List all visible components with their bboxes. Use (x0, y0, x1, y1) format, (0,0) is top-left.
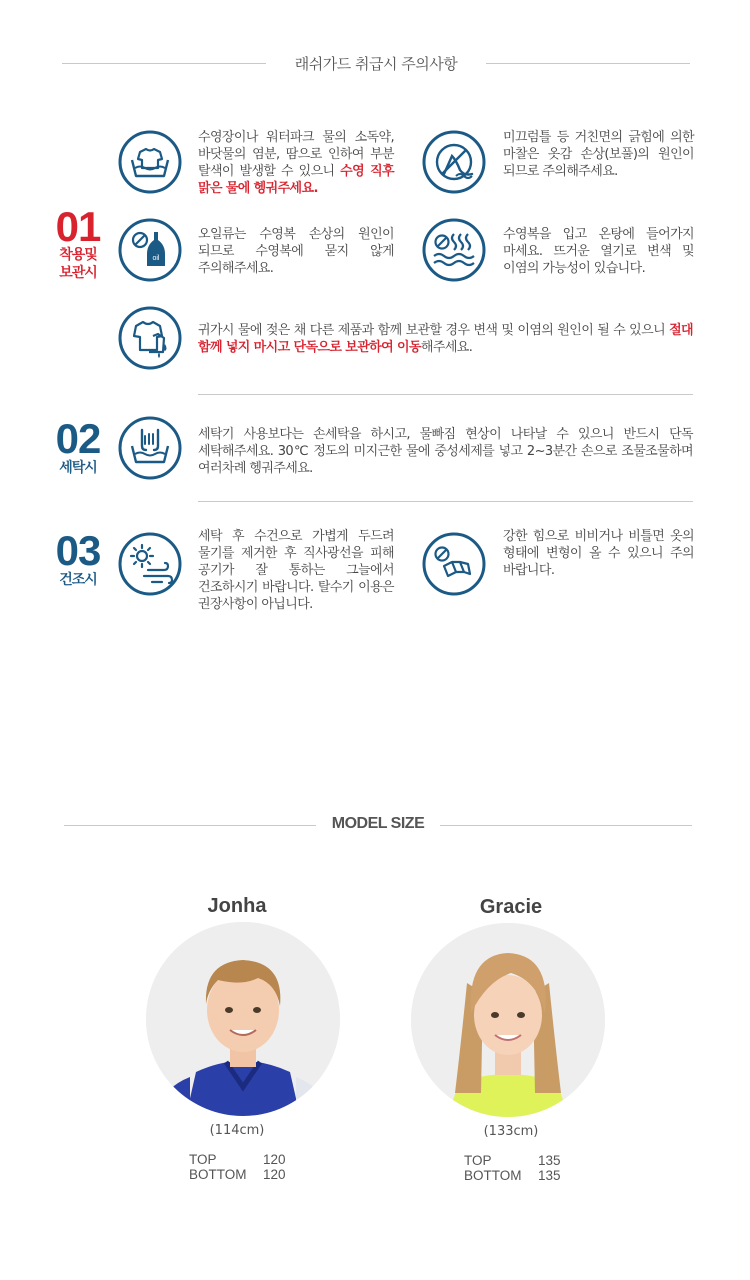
model-photo-gracie (411, 923, 605, 1117)
model-size-title: MODEL SIZE (331, 815, 425, 832)
care-text-wringing: 강한 힘으로 비비거나 비틀면 옷의 형태에 변형이 올 수 있으니 주의 바랍니다. (503, 529, 694, 578)
care-text-chlorine: 수영장이나 워터파크 물의 소독약, 바닷물의 염분, 땀으로 인하여 부분 탈색이 발생할 수 있으니 수영 직후 맑은 물에 헹궈주세요. (198, 130, 394, 196)
hand-wash-icon (118, 416, 182, 480)
section-divider-1 (198, 394, 693, 395)
no-twist-icon (422, 532, 486, 596)
care-title-rule-left (62, 63, 266, 64)
care-text-storage: 귀가시 물에 젖은 채 다른 제품과 함께 보관할 경우 변색 및 이염의 원인이 될 수 있으니 절대 함께 넣지 마시고 단독으로 보관하여 이동해주세요. (198, 323, 693, 355)
sun-wind-icon (118, 532, 182, 596)
model-photo-jonha (146, 922, 340, 1116)
model-top-row-jonha (189, 1152, 286, 1167)
section-label-01-line1: 착용및 (59, 247, 97, 263)
slide-icon (422, 130, 486, 194)
section-label-01-line2: 보관시 (59, 265, 97, 281)
top-value: 120 (263, 1152, 286, 1167)
hot-spring-icon (422, 218, 486, 282)
care-text-friction: 미끄럼틀 등 거친면의 긁힘에 의한 마찰은 옷감 손상(보풀)의 원인이 되므로 주의해주세요. (503, 130, 694, 179)
care-text-washing: 세탁기 사용보다는 손세탁을 하시고, 물빠짐 현상이 나타날 수 있으니 반드시 단독 세탁해주세요. 30℃ 정도의 미지근한 물에 중성세제를 넣고 2~3분간 손으로 조물조물하며 여러차례 헹궈주세요. (198, 427, 693, 476)
model-name-jonha: Jonha (207, 895, 267, 917)
care-title-rule-right (486, 63, 690, 64)
bottom-label: BOTTOM (464, 1168, 522, 1183)
section-number-02: 02 (55, 415, 101, 462)
oil-label: oil (152, 255, 160, 262)
section-divider-2 (198, 501, 693, 502)
bottom-value: 135 (538, 1168, 561, 1183)
care-title: 래쉬가드 취급시 주의사항 (294, 55, 458, 73)
model-height-jonha: (114cm) (209, 1123, 265, 1138)
model-title-rule-left (64, 825, 316, 826)
top-label: TOP (464, 1153, 492, 1168)
care-text-drying: 세탁 후 수건으로 가볍게 두드려 물기를 제거한 후 직사광선을 피해 공기가 잘 통하는 그늘에서 건조하시기 바랍니다. 탈수기 이용은 권장사항이 아닙니다. (198, 529, 394, 612)
model-bottom-row-gracie (464, 1168, 561, 1183)
model-name-gracie: Gracie (479, 896, 543, 918)
model-top-row-gracie (464, 1153, 561, 1168)
bottom-value: 120 (263, 1167, 286, 1182)
wet-clothes-icon (118, 306, 182, 370)
top-value: 135 (538, 1153, 561, 1168)
section-label-02: 세탁시 (59, 460, 97, 476)
model-title-rule-right (440, 825, 692, 826)
care-text-oil: 오일류는 수영복 손상의 원인이 되므로 수영복에 묻지 않게 주의해주세요. (198, 227, 394, 276)
top-label: TOP (189, 1152, 217, 1167)
basin-shirt-icon (118, 130, 182, 194)
section-number-01: 01 (55, 203, 101, 250)
section-label-03: 건조시 (59, 572, 97, 588)
model-height-gracie: (133cm) (483, 1124, 539, 1139)
bottom-label: BOTTOM (189, 1167, 247, 1182)
model-bottom-row-jonha (189, 1167, 286, 1182)
section-number-03: 03 (55, 527, 101, 574)
care-text-hot-bath: 수영복을 입고 온탕에 들어가지 마세요. 뜨거운 열기로 변색 및 이염의 가능성이 있습니다. (503, 227, 694, 276)
oil-bottle-icon (118, 218, 182, 282)
